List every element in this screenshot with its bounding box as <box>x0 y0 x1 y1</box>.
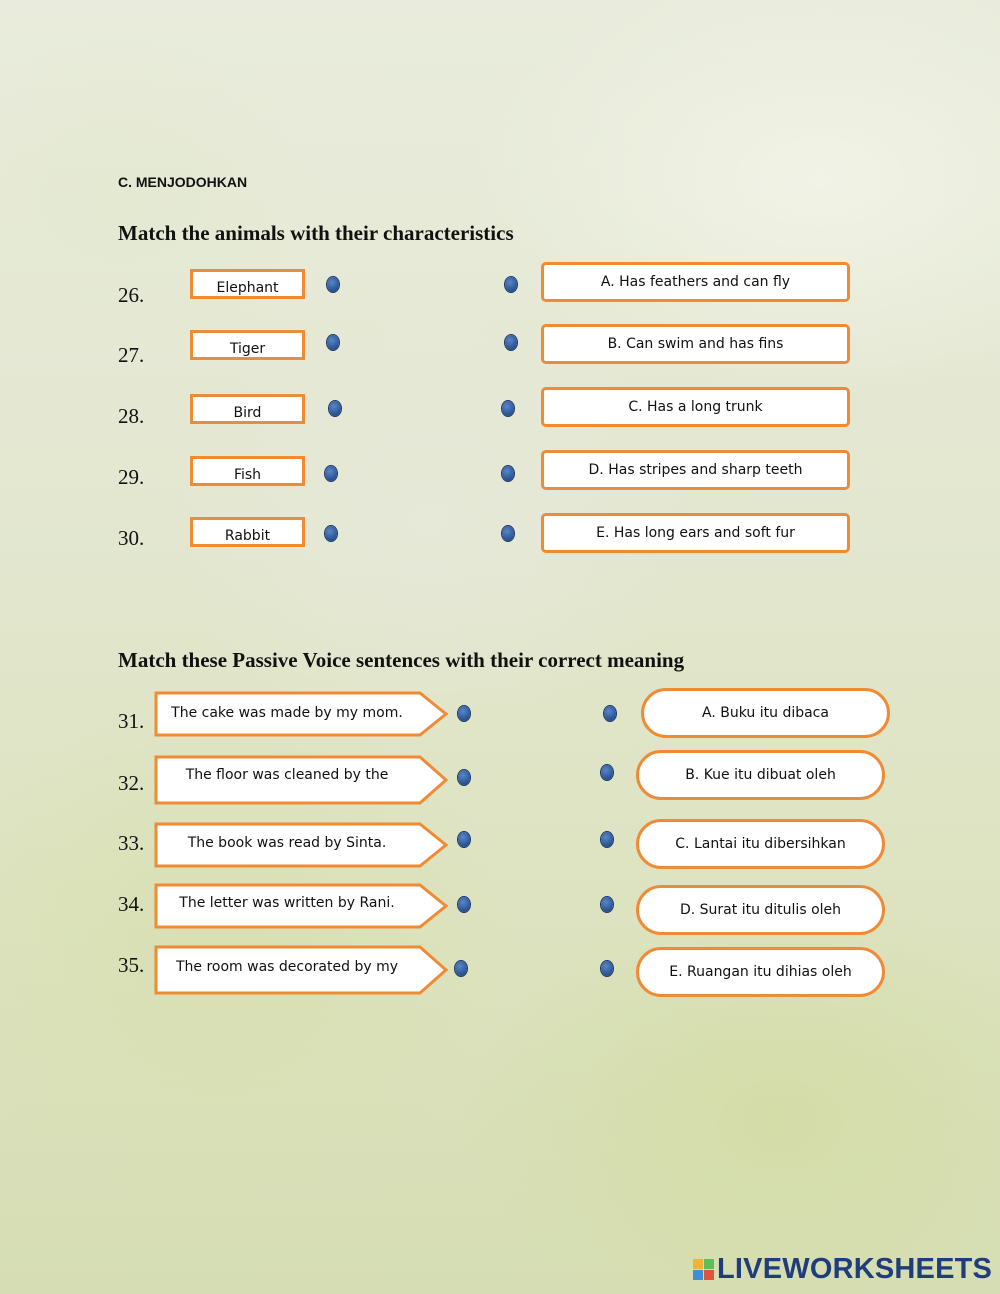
part1-heading: Match the animals with their characteristics <box>118 221 514 245</box>
match-dot-left[interactable] <box>327 277 339 292</box>
question-number: 26. <box>118 283 145 307</box>
question-number: 27. <box>118 343 145 367</box>
characteristic-box-c[interactable]: C. Has a long trunk <box>541 387 850 427</box>
match-dot-right[interactable] <box>601 897 613 912</box>
match-dot-left[interactable] <box>458 770 470 785</box>
sentence-text: The room was decorated by my <box>175 959 398 975</box>
sentence-arrow-33[interactable] <box>154 822 446 868</box>
match-dot-left[interactable] <box>458 706 470 721</box>
logo-text: LIVEWORKSHEETS <box>717 1252 993 1285</box>
sentence-text: The cake was made by my mom. <box>171 705 403 721</box>
section-label: C. MENJODOHKAN <box>118 174 248 190</box>
characteristic-box-e[interactable]: E. Has long ears and soft fur <box>541 513 850 553</box>
animal-box-elephant[interactable]: Elephant <box>190 269 305 299</box>
match-dot-right[interactable] <box>604 706 616 721</box>
characteristic-box-b[interactable]: B. Can swim and has fins <box>541 324 850 364</box>
match-dot-right[interactable] <box>502 526 514 541</box>
question-number: 29. <box>118 465 145 489</box>
match-dot-left[interactable] <box>327 335 339 350</box>
meaning-pill-e[interactable]: E. Ruangan itu dihias oleh <box>636 947 885 997</box>
part2-heading: Match these Passive Voice sentences with their correct meaning <box>118 648 685 672</box>
characteristic-box-d[interactable]: D. Has stripes and sharp teeth <box>541 450 850 490</box>
match-dot-left[interactable] <box>325 526 337 541</box>
animal-box-tiger[interactable]: Tiger <box>190 330 305 360</box>
match-dot-left[interactable] <box>458 897 470 912</box>
characteristic-box-a[interactable]: A. Has feathers and can fly <box>541 262 850 302</box>
animal-box-fish[interactable]: Fish <box>190 456 305 486</box>
question-number: 33. <box>118 831 145 855</box>
animal-box-rabbit[interactable]: Rabbit <box>190 517 305 547</box>
meaning-pill-d[interactable]: D. Surat itu ditulis oleh <box>636 885 885 935</box>
match-dot-left[interactable] <box>325 466 337 481</box>
question-number: 30. <box>118 526 145 550</box>
sentence-arrow-34[interactable] <box>154 883 446 929</box>
match-dot-left[interactable] <box>455 961 467 976</box>
question-number: 31. <box>118 709 145 733</box>
sentence-text: The floor was cleaned by the <box>185 767 389 783</box>
meaning-pill-b[interactable]: B. Kue itu dibuat oleh <box>636 750 885 800</box>
question-number: 32. <box>118 771 145 795</box>
question-number: 35. <box>118 953 145 977</box>
logo-mark-icon <box>693 1259 714 1280</box>
match-dot-left[interactable] <box>458 832 470 847</box>
animal-box-bird[interactable]: Bird <box>190 394 305 424</box>
match-dot-right[interactable] <box>601 961 613 976</box>
sentence-text: The book was read by Sinta. <box>187 835 387 851</box>
match-dot-right[interactable] <box>502 466 514 481</box>
match-dot-right[interactable] <box>601 832 613 847</box>
match-dot-right[interactable] <box>505 277 517 292</box>
match-dot-right[interactable] <box>505 335 517 350</box>
match-dot-right[interactable] <box>502 401 514 416</box>
match-dot-left[interactable] <box>329 401 341 416</box>
liveworksheets-logo <box>693 1252 993 1285</box>
sentence-arrow-31[interactable] <box>154 691 446 737</box>
sentence-text: The letter was written by Rani. <box>179 895 395 911</box>
question-number: 34. <box>118 892 145 916</box>
sentence-arrow-32[interactable] <box>154 755 446 801</box>
match-dot-right[interactable] <box>601 765 613 780</box>
question-number: 28. <box>118 404 145 428</box>
meaning-pill-c[interactable]: C. Lantai itu dibersihkan <box>636 819 885 869</box>
meaning-pill-a[interactable]: A. Buku itu dibaca <box>641 688 890 738</box>
sentence-arrow-35[interactable] <box>154 945 446 991</box>
